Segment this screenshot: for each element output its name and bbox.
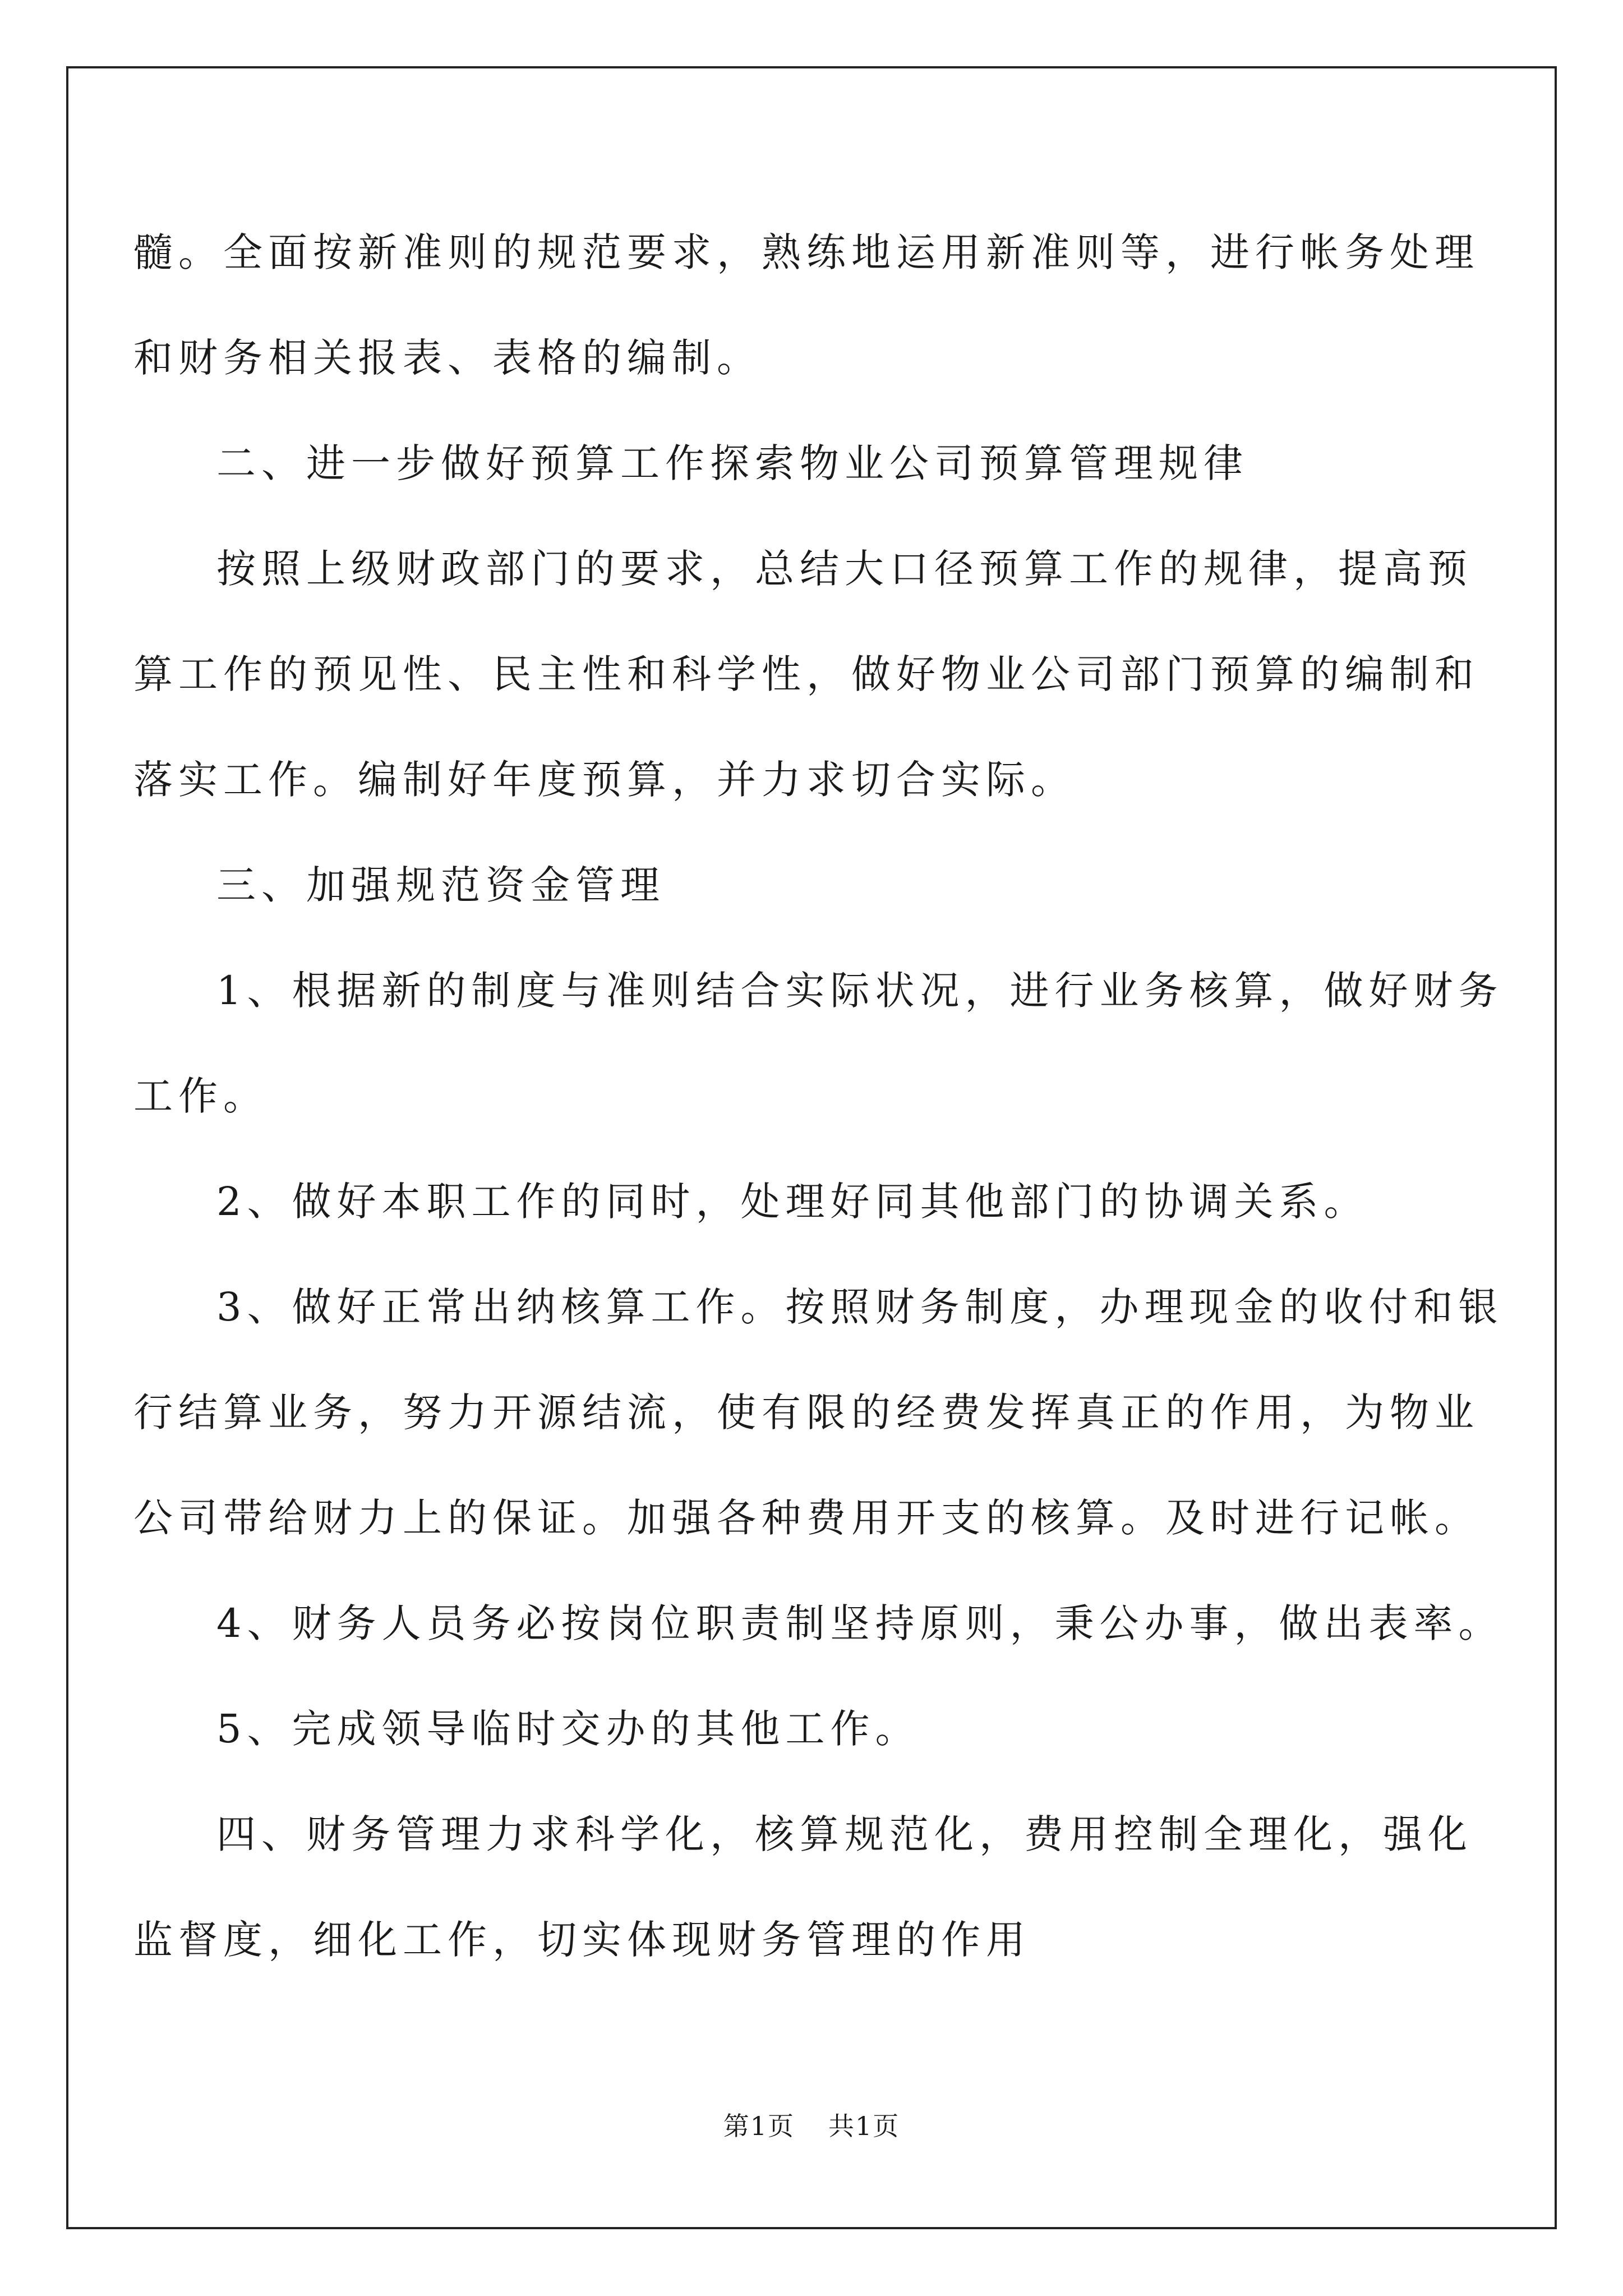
text-line: 行结算业务，努力开源结流，使有限的经费发挥真正的作用，为物业: [133, 1389, 1479, 1435]
section-heading: 四、财务管理力求科学化，核算规范化，费用控制全理化，强化: [216, 1811, 1473, 1857]
text-line: 公司带给财力上的保证。加强各种费用开支的核算。及时进行记帐。: [133, 1495, 1479, 1541]
section-heading: 三、加强规范资金管理: [216, 862, 665, 908]
text-line: 工作。: [133, 1073, 268, 1119]
text-line: 算工作的预见性、民主性和科学性，做好物业公司部门预算的编制和: [133, 651, 1479, 697]
list-item: 3、做好正常出纳核算工作。按照财务制度，办理现金的收付和银: [216, 1284, 1504, 1330]
page-total: 共1页: [828, 2111, 900, 2141]
page-number: 第1页: [723, 2111, 795, 2141]
text-line: 髓。全面按新准则的规范要求，熟练地运用新准则等，进行帐务处理: [133, 229, 1479, 275]
text-line: 和财务相关报表、表格的编制。: [133, 335, 762, 381]
page-footer: [0, 2109, 1623, 2143]
list-item: 1、根据新的制度与准则结合实际状况，进行业务核算，做好财务: [216, 968, 1504, 1014]
text-line: 监督度，细化工作，切实体现财务管理的作用: [133, 1917, 1031, 1963]
text-line: 按照上级财政部门的要求，总结大口径预算工作的规律，提高预: [216, 546, 1473, 592]
list-item: 5、完成领导临时交办的其他工作。: [216, 1706, 920, 1752]
list-item: 2、做好本职工作的同时，处理好同其他部门的协调关系。: [216, 1179, 1369, 1225]
section-heading: 二、进一步做好预算工作探索物业公司预算管理规律: [216, 440, 1248, 486]
text-line: 落实工作。编制好年度预算，并力求切合实际。: [133, 757, 1076, 803]
list-item: 4、财务人员务必按岗位职责制坚持原则，秉公办事，做出表率。: [216, 1600, 1504, 1646]
